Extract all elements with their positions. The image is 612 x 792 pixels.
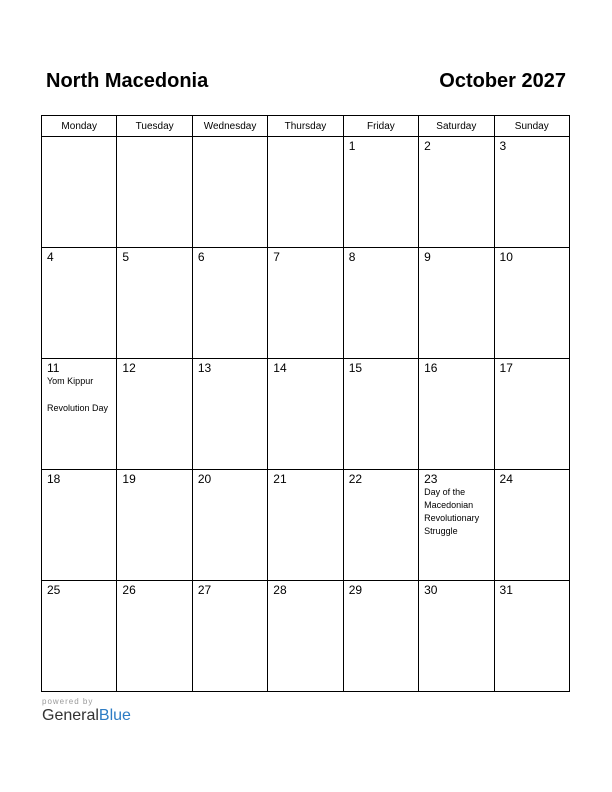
day-number: 6: [197, 250, 205, 264]
day-cell: [419, 137, 494, 248]
day-number: 28: [273, 583, 287, 597]
day-cell: [268, 248, 343, 359]
day-number: 3: [499, 139, 507, 153]
day-cell: [494, 581, 569, 692]
weekday-friday: Friday: [343, 116, 418, 137]
day-number: 4: [47, 250, 54, 264]
day-number: 17: [499, 361, 513, 375]
day-cell: [343, 248, 418, 359]
day-number: 12: [122, 361, 136, 375]
day-number: 15: [348, 361, 363, 375]
day-number: 1: [348, 139, 356, 153]
weekday-saturday: Saturday: [419, 116, 494, 137]
day-cell: [268, 137, 343, 248]
day-cell: [343, 359, 418, 470]
day-cell: [117, 248, 192, 359]
country-title: North Macedonia: [46, 70, 209, 92]
holiday-label: Day of the Macedonian Revolutionary Struggle: [424, 487, 480, 536]
week-row: [42, 470, 570, 581]
day-number: [268, 137, 342, 140]
week-row: [42, 581, 570, 692]
day-cell: [42, 137, 117, 248]
day-number: 29: [348, 583, 363, 597]
day-number: 14: [273, 361, 287, 375]
weekday-sunday: Sunday: [494, 116, 569, 137]
day-cell: [42, 248, 117, 359]
footer-branding: [42, 697, 131, 725]
holiday-label: Yom Kippur: [47, 376, 94, 386]
day-cell: [494, 470, 569, 581]
day-number: 5: [122, 250, 130, 264]
day-number: 13: [197, 361, 212, 375]
day-cell: [192, 581, 267, 692]
day-cell: [117, 137, 192, 248]
day-cell: [117, 359, 192, 470]
day-cell: [419, 470, 494, 581]
weekday-monday: Monday: [42, 116, 117, 137]
month-title: October 2027: [439, 70, 566, 92]
day-number: 2: [424, 139, 431, 153]
day-cell: [117, 470, 192, 581]
brand-name-part1: General: [42, 707, 99, 724]
day-number: 26: [122, 583, 136, 597]
day-number: 19: [122, 472, 136, 486]
weekday-thursday: Thursday: [268, 116, 343, 137]
day-cell: [192, 137, 267, 248]
day-number: 27: [197, 583, 212, 597]
weekday-header-row: [42, 116, 570, 137]
day-cell: [343, 137, 418, 248]
day-number: [117, 137, 191, 140]
day-number: 24: [499, 472, 513, 486]
day-cell: [419, 581, 494, 692]
day-number: 16: [424, 361, 438, 375]
brand-logo[interactable]: [42, 707, 131, 725]
brand-name-part2: Blue: [98, 707, 131, 724]
day-cell: [343, 470, 418, 581]
day-cell: [494, 137, 569, 248]
day-cell: [494, 248, 569, 359]
week-row: [42, 359, 570, 470]
day-cell: [419, 359, 494, 470]
day-number: 18: [47, 472, 61, 486]
day-number: 23: [424, 472, 438, 486]
day-number: 25: [47, 583, 61, 597]
day-cell: [268, 470, 343, 581]
day-cell: [42, 359, 117, 470]
day-number: 9: [424, 250, 431, 264]
holiday-label: Revolution Day: [47, 403, 109, 413]
day-cell: [42, 581, 117, 692]
day-number: 7: [273, 250, 280, 264]
powered-by-label: powered by: [42, 697, 94, 706]
day-cell: [117, 581, 192, 692]
day-cell: [268, 581, 343, 692]
week-row: [42, 137, 570, 248]
day-cell: [192, 248, 267, 359]
day-cell: [343, 581, 418, 692]
day-number: 11: [47, 361, 60, 375]
day-number: [193, 137, 267, 140]
day-number: 21: [273, 472, 287, 486]
day-cell: [42, 470, 117, 581]
day-number: [42, 137, 116, 140]
calendar-header: [42, 70, 570, 100]
day-number: 31: [499, 583, 513, 597]
day-number: 30: [424, 583, 438, 597]
day-cell: [268, 359, 343, 470]
day-number: 22: [348, 472, 363, 486]
week-row: [42, 248, 570, 359]
day-number: 10: [499, 250, 513, 264]
day-cell: [419, 248, 494, 359]
day-cell: [494, 359, 569, 470]
day-number: 8: [348, 250, 356, 264]
day-cell: [192, 359, 267, 470]
weekday-tuesday: Tuesday: [117, 116, 192, 137]
calendar-grid: [41, 115, 570, 692]
weekday-wednesday: Wednesday: [192, 116, 267, 137]
day-number: 20: [197, 472, 212, 486]
day-cell: [192, 470, 267, 581]
